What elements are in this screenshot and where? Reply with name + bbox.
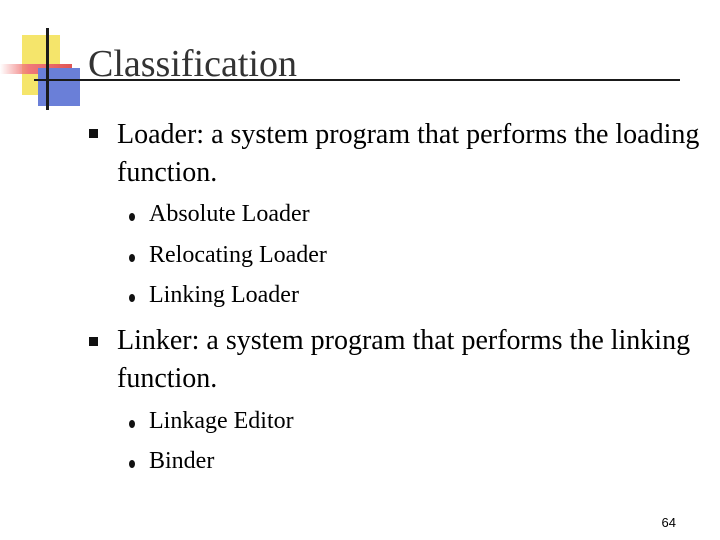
bullet-linker: Linker: a system program that performs the linking function. bbox=[117, 325, 691, 394]
round-bullet-icon bbox=[129, 254, 135, 262]
subitem-relocating-loader: Relocating Loader bbox=[149, 242, 327, 268]
subitem-absolute-loader: Absolute Loader bbox=[149, 201, 310, 227]
round-bullet-icon bbox=[129, 213, 135, 221]
subitem-linkage-editor: Linkage Editor bbox=[149, 408, 294, 434]
slide-title: Classification bbox=[88, 43, 297, 85]
bullet-loader: Loader: a system program that performs the loading function. bbox=[117, 119, 700, 188]
subitem-binder: Binder bbox=[149, 448, 215, 474]
round-bullet-icon bbox=[129, 460, 135, 468]
subitem-linking-loader: Linking Loader bbox=[149, 282, 299, 308]
page-number: 64 bbox=[661, 515, 676, 530]
square-bullet-icon bbox=[89, 337, 98, 346]
round-bullet-icon bbox=[129, 294, 135, 302]
square-bullet-icon bbox=[89, 129, 98, 138]
round-bullet-icon bbox=[129, 420, 135, 428]
decorative-blue-square bbox=[38, 68, 80, 106]
decorative-vertical-line bbox=[46, 28, 49, 110]
